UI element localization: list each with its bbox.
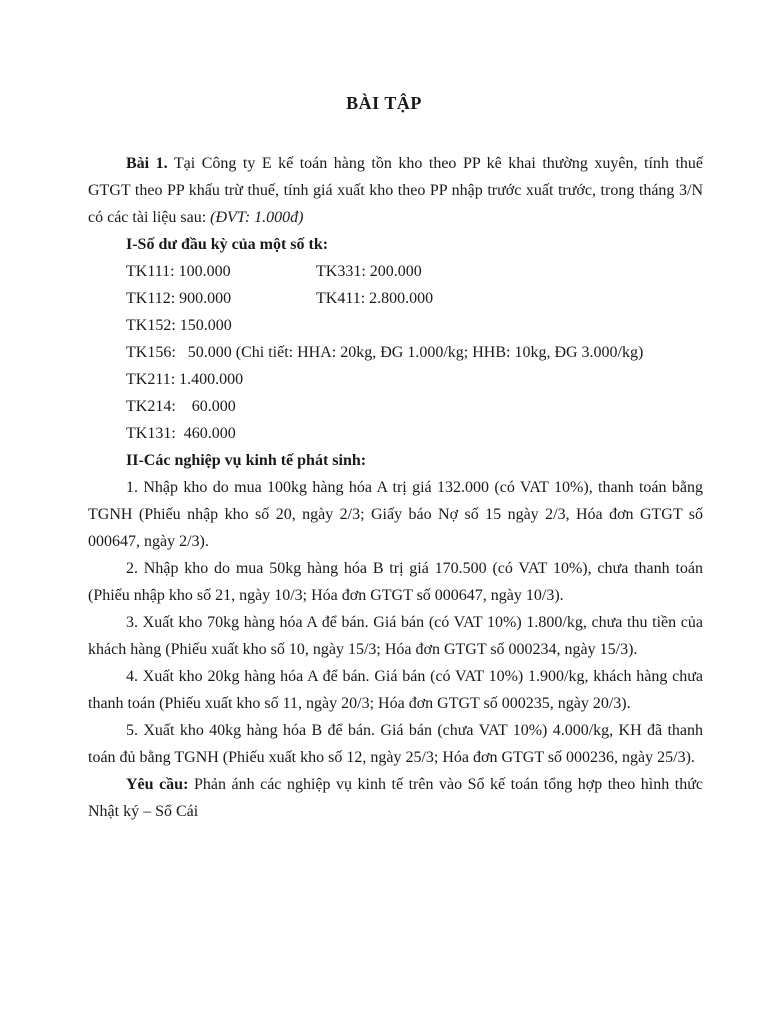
transaction-item: 5. Xuất kho 40kg hàng hóa B để bán. Giá bán (chưa VAT 10%) 4.000/kg, KH đã thanh toán đủ bằng TGNH (Phiếu xuất kho số 12, ngày 25/3; Hóa đơn GTGT số 000236, ngày 25/3). — [88, 722, 703, 766]
balance-row — [126, 285, 703, 312]
exercise-label: Bài 1. — [126, 155, 168, 172]
transaction-item: 4. Xuất kho 20kg hàng hóa A để bán. Giá bán (có VAT 10%) 1.900/kg, khách hàng chưa thanh toán (Phiếu xuất kho số 11, ngày 20/3; Hóa đơn GTGT số 000235, ngày 20/3). — [88, 668, 703, 712]
document-title: BÀI TẬP — [346, 93, 422, 113]
balance-tk156: TK156: 50.000 (Chi tiết: HHA: 20kg, ĐG 1.000/kg; HHB: 10kg, ĐG 3.000/kg) — [126, 344, 644, 361]
requirement-text: Phản ánh các nghiệp vụ kinh tế trên vào Sổ kế toán tổng hợp theo hình thức Nhật ký – Sổ Cái — [88, 776, 703, 820]
requirement-label: Yêu cầu: — [126, 776, 189, 793]
balance-tk411: TK411: 2.800.000 — [316, 290, 434, 307]
transaction-item: 2. Nhập kho do mua 50kg hàng hóa B trị giá 170.500 (có VAT 10%), chưa thanh toán (Phiếu nhập kho số 21, ngày 10/3; Hóa đơn GTGT số 000647, ngày 10/3). — [88, 560, 703, 604]
section1-heading: I-Số dư đầu kỳ của một số tk: — [126, 236, 329, 253]
balance-tk214: TK214: 60.000 — [126, 398, 236, 415]
balance-tk152: TK152: 150.000 — [126, 317, 232, 334]
requirement-paragraph — [88, 771, 703, 825]
balance-row — [126, 258, 703, 285]
balance-tk331: TK331: 200.000 — [316, 263, 422, 280]
balance-tk131: TK131: 460.000 — [126, 425, 236, 442]
intro-text: Tại Công ty E kế toán hàng tồn kho theo PP kê khai thường xuyên, tính thuế GTGT theo PP khấu trừ thuế, tính giá xuất kho theo PP nhập trước xuất trước, trong tháng 3/N có các tài liệu sau: — [88, 155, 703, 226]
balance-tk111: TK111: 100.000 — [126, 263, 231, 280]
unit-note: (ĐVT: 1.000đ) — [210, 209, 304, 226]
transaction-item: 1. Nhập kho do mua 100kg hàng hóa A trị giá 132.000 (có VAT 10%), thanh toán bằng TGNH (Phiếu nhập kho số 20, ngày 2/3; Giấy báo Nợ số 15 ngày 2/3, Hóa đơn GTGT số 000647, ngày 2/3). — [88, 479, 703, 550]
balance-tk211: TK211: 1.400.000 — [126, 371, 244, 388]
transaction-item: 3. Xuất kho 70kg hàng hóa A để bán. Giá bán (có VAT 10%) 1.800/kg, chưa thu tiền của khách hàng (Phiếu xuất kho số 10, ngày 15/3; Hóa đơn GTGT số 000234, ngày 15/3). — [88, 614, 703, 658]
intro-paragraph — [88, 150, 703, 231]
section2-heading: II-Các nghiệp vụ kinh tế phát sinh: — [126, 452, 367, 469]
balance-tk112: TK112: 900.000 — [126, 290, 232, 307]
document-body — [88, 150, 703, 825]
